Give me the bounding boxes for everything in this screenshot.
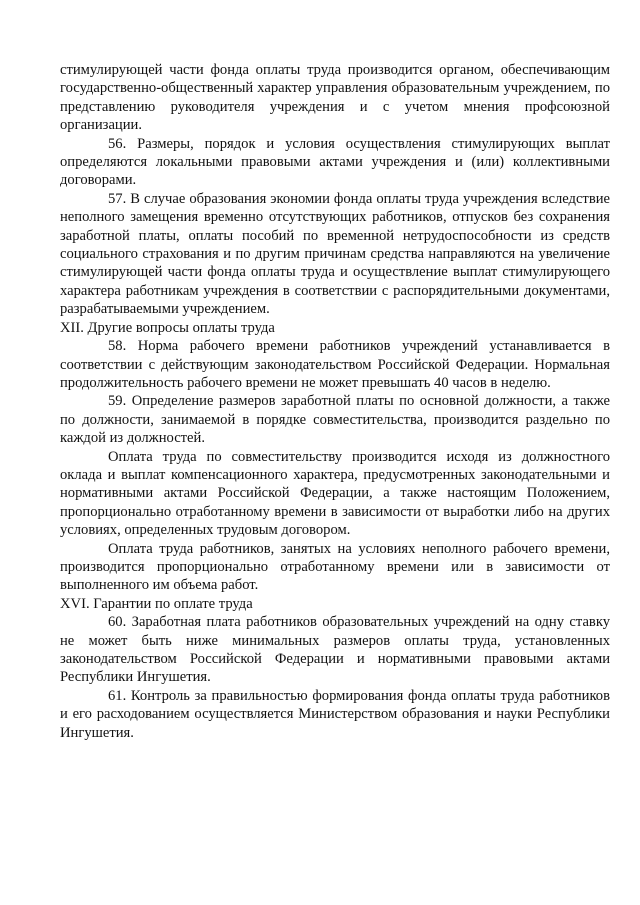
- section-16-title: XVI. Гарантии по оплате труда: [60, 595, 253, 612]
- document-page: [60, 61, 610, 742]
- paragraph-57: 57. В случае образования экономии фонда оплаты труда учреждения вследствие неполного замещения временно отсутствующих работников, отпусков без сохранения заработной платы, оплаты пособий по временной нетрудоспособности из средств социального страхования и по другим причинам средства направляются на увеличение стимулирующей части фонда оплаты труда и осуществление выплат стимулирующего характера работникам учреждения в соответствии с распорядительными документами, разрабатываемыми учреждением.: [60, 190, 610, 318]
- paragraph-58: 58. Норма рабочего времени работников учреждений устанавливается в соответствии с действующим законодательством Российской Федерации. Нормальная продолжительность рабочего времени не может превышать 40 часов в неделю.: [60, 338, 610, 391]
- paragraph-59-part-time: Оплата труда по совместительству производится исходя из должностного оклада и выплат компенсационного характера, предусмотренных законодательными и нормативными актами Российской Федерации, а также настоящим Положением, пропорционально отработанному времени в зависимости от выработки либо на других условиях, определенных трудовым договором.: [60, 448, 610, 539]
- paragraph-60: 60. Заработная плата работников образовательных учреждений на одну ставку не может быть ниже минимальных размеров оплаты труда, установленных законодательством Российской Федерации и нормативными правовыми актами Республики Ингушетия.: [60, 614, 610, 686]
- paragraph-59: 59. Определение размеров заработной платы по основной должности, а также по должности, занимаемой в порядке совместительства, производится раздельно по каждой из должностей.: [60, 393, 610, 447]
- section-12-title: XII. Другие вопросы оплаты труда: [60, 319, 275, 336]
- paragraph-59-partial-hours: Оплата труда работников, занятых на условиях неполного рабочего времени, производится пропорционально отработанному времени или в зависимости от выполненного им объема работ.: [60, 540, 610, 594]
- paragraph-continuation: стимулирующей части фонда оплаты труда производится органом, обеспечивающим государственно-общественный характер управления образовательным учреждением, по представлению руководителя учреждения и с учетом мнения профсоюзной организации.: [60, 62, 610, 134]
- paragraph-56: 56. Размеры, порядок и условия осуществления стимулирующих выплат определяются локальными правовыми актами учреждения и (или) коллективными договорами.: [60, 135, 610, 189]
- paragraph-61: 61. Контроль за правильностью формирования фонда оплаты труда работников и его расходованием осуществляется Министерством образования и науки Республики Ингушетия.: [60, 687, 610, 741]
